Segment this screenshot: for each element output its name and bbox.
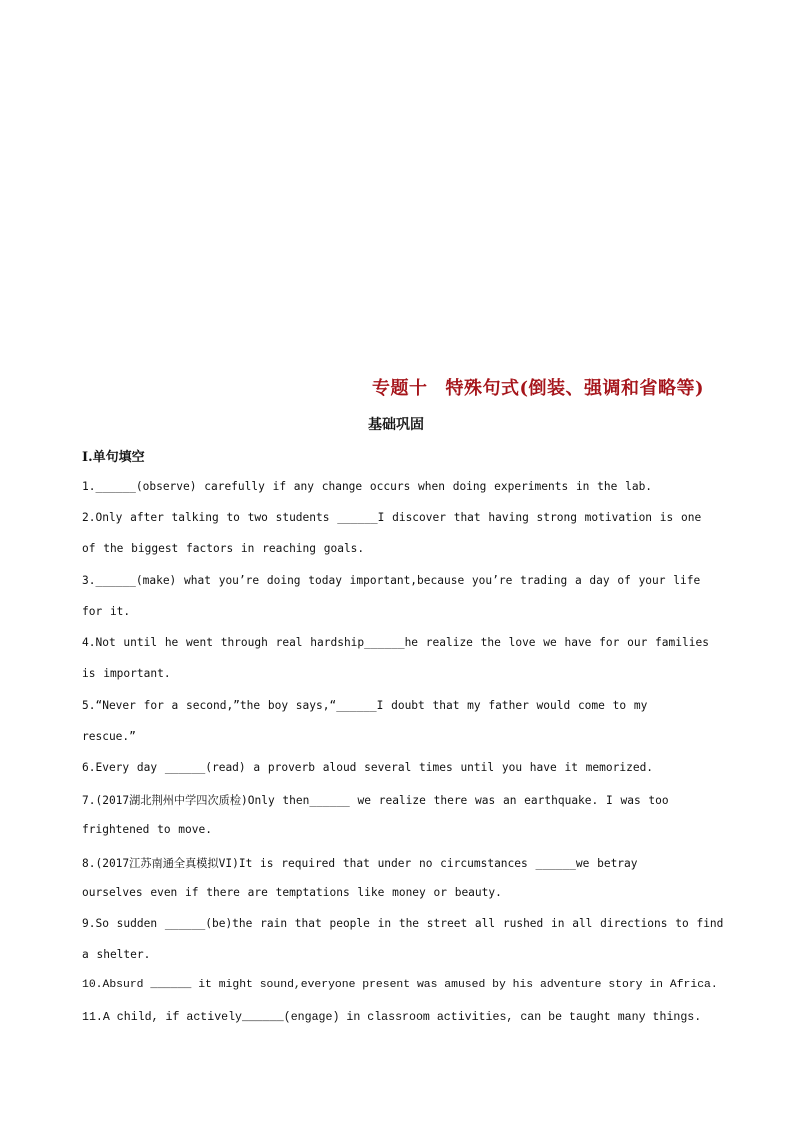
- question-line: 4.Not until he went through real hardship______he realize the love we have for our families: [82, 636, 709, 649]
- question-line: is important.: [82, 667, 171, 680]
- topic-title: 特殊句式(倒装、强调和省略等): [445, 378, 705, 399]
- question-line: 5.“Never for a second,”the boy says,“______I doubt that my father would come to my: [82, 699, 648, 712]
- question-line: of the biggest factors in reaching goals.: [82, 542, 365, 555]
- question-line: 7.(2017湖北荆州中学四次质检)Only then______ we realize there was an earthquake. I was too: [82, 794, 669, 807]
- question-line: frightened to move.: [82, 823, 212, 836]
- exercise-section-label: Ⅰ.单句填空: [82, 450, 145, 465]
- section-heading: 基础巩固: [368, 417, 424, 433]
- question-line: 1.______(observe) carefully if any change occurs when doing experiments in the lab.: [82, 480, 653, 493]
- question-line: 3.______(make) what you’re doing today important,because you’re trading a day of your life: [82, 574, 701, 587]
- topic-number: 专题十: [372, 378, 428, 399]
- question-line: a shelter.: [82, 948, 151, 961]
- question-line: 10.Absurd ______ it might sound,everyone present was amused by his adventure story in Africa.: [82, 979, 718, 991]
- question-line: rescue.”: [82, 730, 136, 743]
- question-line: 6.Every day ______(read) a proverb aloud several times until you have it memorized.: [82, 761, 654, 774]
- question-line: 2.Only after talking to two students ______I discover that having strong motivation is one: [82, 511, 702, 524]
- question-line: 8.(2017江苏南通全真模拟VI)It is required that under no circumstances ______we betray: [82, 857, 638, 870]
- page-title: [372, 374, 704, 400]
- question-line: for it.: [82, 605, 131, 618]
- question-line: 11.A child, if actively______(engage) in classroom activities, can be taught many things.: [82, 1011, 702, 1024]
- question-line: ourselves even if there are temptations like money or beauty.: [82, 886, 502, 899]
- question-line: 9.So sudden ______(be)the rain that people in the street all rushed in all directions to find: [82, 917, 724, 930]
